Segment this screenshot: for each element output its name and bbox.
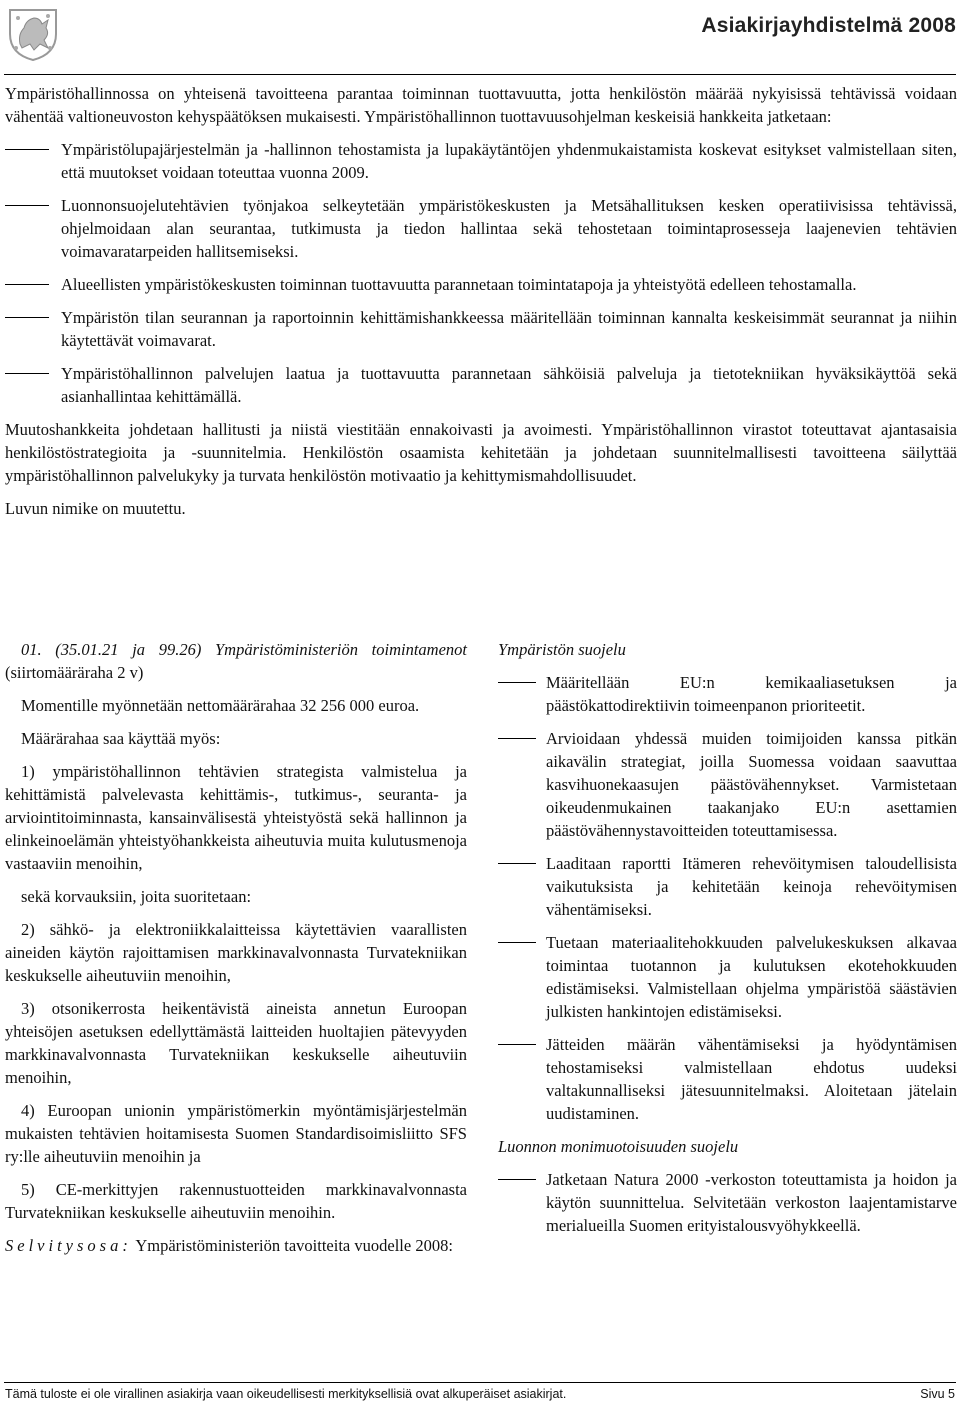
moment-heading: 01. (35.01.21 ja 99.26) Ympäristöministeriön toimintamenot (siirtomääräraha 2 v)	[5, 640, 468, 682]
main-text	[5, 82, 957, 530]
list-item: Luonnonsuojelutehtävien työnjakoa selkeytetään ympäristökeskusten ja Metsähallituksen kesken operatiivisissa tehtävissä, ohjelmoidaan alan seurantaa, tutkimusta ja tiedon hallintaa sekä tehostetaan toimintaprosesseja laajenevien tehtävien voimavaratarpeiden hallitsemiseksi.	[5, 194, 957, 263]
list-item: Jatketaan Natura 2000 -verkoston toteuttamista ja hoidon ja käytön suunnittelua. Selvitetään verkoston laajentamistarve merialueilla Suomen erityistalousvyöhykkeellä.	[498, 1168, 957, 1237]
list-item: Arvioidaan yhdessä muiden toimijoiden kanssa pitkän aikavälin strategiat, joilla Suomessa voidaan saavuttaa kasvihuonekaasujen päästövähennykset. Varmistetaan oikeudenmukainen taakanjako EU:n asettamien päästövähennystavoitteiden toteuttamisessa.	[498, 727, 957, 842]
list-item: Ympäristöhallinnon palvelujen laatua ja tuottavuutta parannetaan sähköisiä palveluja ja tietotekniikan hyväksikäyttöä sekä asianhallintaa kehittämällä.	[5, 362, 957, 408]
finnish-lion-coat-of-arms-icon	[4, 4, 62, 62]
footer-notice: Tämä tuloste ei ole virallinen asiakirja vaan oikeudellisesti merkityksellisiä ovat alkuperäiset asiakirjat.	[5, 1387, 567, 1401]
right-column	[498, 638, 957, 1247]
usage-intro: Määrärahaa saa käyttää myös:	[21, 729, 221, 748]
list-item: Tuetaan materiaalitehokkuuden palvelukeskuksen alkavaa toimintaa tuotannon ja kulutuksen ekotehokkuuden edistämiseksi. Valmistellaan ohjelma ympäristöä säästävien julkisten hankintojen edistämiseksi.	[498, 931, 957, 1023]
list-item: Määritellään EU:n kemikaaliasetuksen ja päästökattodirektiivin toimeenpanon prioriteetit.	[498, 671, 957, 717]
chapter-note: Luvun nimike on muutettu.	[5, 499, 186, 518]
list-item: Laaditaan raportti Itämeren rehevöitymisen taloudellisista vaikutuksista ja kehitetään keinoja rehevöitymisen vähentämiseksi.	[498, 852, 957, 921]
header-divider	[4, 74, 956, 75]
document-title: Asiakirjayhdistelmä 2008	[701, 14, 956, 37]
two-column-section	[5, 638, 957, 1348]
subheading-biodiversity: Luonnon monimuotoisuuden suojelu	[498, 1137, 739, 1156]
usage-item-3: 3) otsonikerrosta heikentävistä aineista annetun Euroopan yhteisöjen asetuksen edellyttämästä laitteiden huoltajien pätevyyden markkinavalvonnasta Turvatekniikan keskukselle aiheutuviin menoihin,	[5, 999, 467, 1087]
subheading-environment-protection: Ympäristön suojelu	[498, 640, 626, 659]
footer-divider	[4, 1382, 956, 1383]
intro-paragraph: Ympäristöhallinnossa on yhteisenä tavoitteena parantaa toiminnan tuottavuutta, jotta henkilöstön määrää nykyisissä tehtävissä voidaan vähentää valtioneuvoston kehyspäätöksen mukaisesti. Ympäristöhallinnon tuottavuusohjelman keskeisiä hankkeita jatketaan:	[5, 84, 957, 126]
usage-item-4: 4) Euroopan unionin ympäristömerkin myöntämisjärjestelmän mukaisten tehtävien hoitamisesta Suomen Standardisoimisliitto SFS ry:lle aiheutuviin menoihin ja	[5, 1101, 467, 1166]
appropriation-paragraph: Momentille myönnetään nettomäärärahaa 32 256 000 euroa.	[21, 696, 420, 715]
list-item: Alueellisten ympäristökeskusten toiminnan tuottavuutta parannetaan toimintatapoja ja yhteistyötä edelleen tehostamalla.	[5, 273, 957, 296]
change-management-paragraph: Muutoshankkeita johdetaan hallitusti ja niistä viestitään ennakoivasti ja avoimesti. Ympäristöhallinnon virastot toteuttavat ajantasaisia henkilöstöstrategioita ja -suunnitelmia. Henkilöstön osaamista kehitetään ja johdetaan suunnitelmallisesti tavoitteena säilyttää ympäristöhallinnon palvelukyky ja turvata henkilöstön motivaatio ja kehittymismahdollisuudet.	[5, 420, 957, 485]
compensation-intro: sekä korvauksiin, joita suoritetaan:	[21, 887, 252, 906]
list-item: Ympäristön tilan seurannan ja raportoinnin kehittämishankkeessa määritellään toiminnan kannalta keskeisimmät seurannat ja niihin käytettävät voimavarat.	[5, 306, 957, 352]
usage-item-1: 1) ympäristöhallinnon tehtävien strategista valmistelua ja kehittämistä palvelevasta kehittämis-, tutkimus-, seuranta- ja arviointitoiminnasta, kansainvälisestä yhteistyöstä sekä hallinnon ja elinkeinoelämän yhteistyöhankkeista aiheutuvia muita kulutusmenoja vastaaviin menoihin,	[5, 762, 467, 873]
usage-item-2: 2) sähkö- ja elektroniikkalaitteissa käytettävien vaarallisten aineiden käytön rajoittamisen markkinavalvonnasta Turvatekniikan keskukselle aiheutuviin menoihin,	[5, 920, 467, 985]
page-header	[0, 0, 960, 72]
list-item: Jätteiden määrän vähentämiseksi ja hyödyntämisen tehostamiseksi valmistellaan ehdotus uudeksi valtakunnalliseksi jätesuunnitelmaksi. Aloitetaan jätelain uudistaminen.	[498, 1033, 957, 1125]
left-column	[5, 638, 467, 1267]
list-item: Ympäristölupajärjestelmän ja -hallinnon tehostamista ja lupakäytäntöjen yhdenmukaistamista koskevat esitykset valmistellaan siten, että muutokset voidaan toteuttaa vuonna 2009.	[5, 138, 957, 184]
usage-item-5: 5) CE-merkittyjen rakennustuotteiden markkinavalvonnasta Turvatekniikan keskukselle aiheutuviin menoihin.	[5, 1180, 467, 1222]
page-number: Sivu 5	[920, 1387, 955, 1401]
selvitysosa-paragraph: Selvitysosa: Ympäristöministeriön tavoitteita vuodelle 2008:	[5, 1236, 453, 1255]
